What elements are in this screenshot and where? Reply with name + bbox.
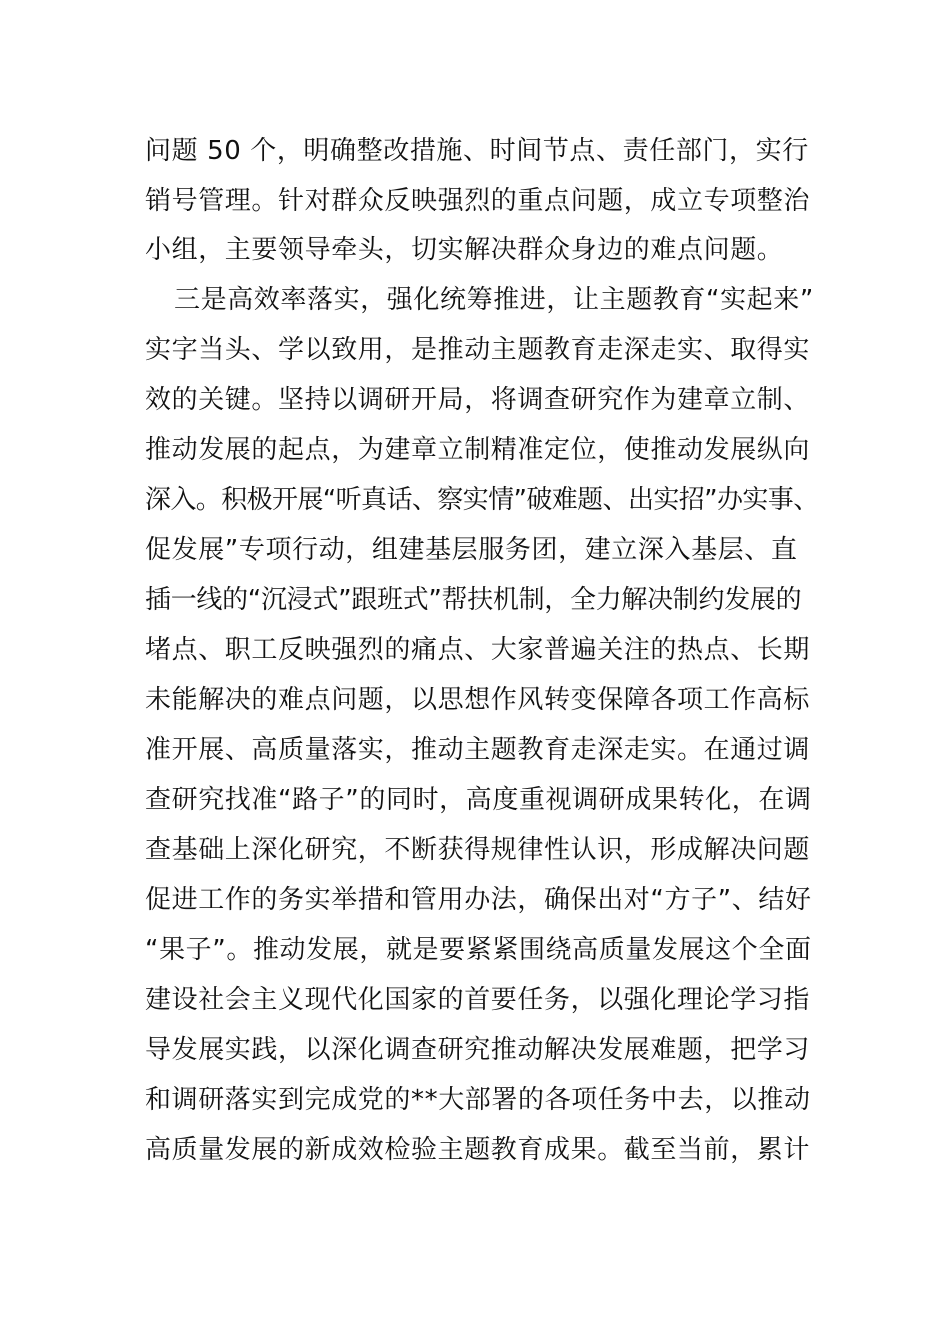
text-line: 效的关键。坚持以调研开局，将调查研究作为建章立制、 xyxy=(145,385,811,415)
paragraph-first-line: 三是高效率落实，强化统筹推进，让主题教育“实起来” xyxy=(174,285,814,315)
text-line: “果子”。推动发展，就是要紧紧围绕高质量发展这个全面 xyxy=(145,935,812,965)
text-line: 查研究找准“路子”的同时，高度重视调研成果转化，在调 xyxy=(145,785,812,815)
text-line: 插一线的“沉浸式”跟班式”帮扶机制，全力解决制约发展的 xyxy=(145,585,802,615)
text-line: 促发展”专项行动，组建基层服务团，建立深入基层、直 xyxy=(145,535,798,565)
text-line: 深入。积极开展“听真话、察实情”破难题、出实招”办实事、 xyxy=(145,485,819,515)
text-line: 建设社会主义现代化国家的首要任务，以强化理论学习指 xyxy=(145,985,811,1015)
text-line: 导发展实践，以深化调查研究推动解决发展难题，把学习 xyxy=(145,1035,811,1065)
text-line: 和调研落实到完成党的**大部署的各项任务中去，以推动 xyxy=(145,1085,811,1115)
text-line: 查基础上深化研究，不断获得规律性认识，形成解决问题 xyxy=(145,835,811,865)
text-line: 高质量发展的新成效检验主题教育成果。截至当前，累计 xyxy=(145,1135,811,1165)
text-line: 堵点、职工反映强烈的痛点、大家普遍关注的热点、长期 xyxy=(145,635,811,665)
text-line: 销号管理。针对群众反映强烈的重点问题，成立专项整治 xyxy=(145,186,811,216)
text-line: 实字当头、学以致用，是推动主题教育走深走实、取得实 xyxy=(145,335,811,365)
text-line: 准开展、高质量落实，推动主题教育走深走实。在通过调 xyxy=(145,735,811,765)
text-line: 未能解决的难点问题，以思想作风转变保障各项工作高标 xyxy=(145,685,811,715)
text-line: 促进工作的务实举措和管用办法，确保出对“方子”、结好 xyxy=(145,885,812,915)
text-line: 推动发展的起点，为建章立制精准定位，使推动发展纵向 xyxy=(145,435,811,465)
text-line: 问题 50 个，明确整改措施、时间节点、责任部门，实行 xyxy=(145,136,809,166)
text-line: 小组，主要领导牵头，切实解决群众身边的难点问题。 xyxy=(145,235,784,265)
